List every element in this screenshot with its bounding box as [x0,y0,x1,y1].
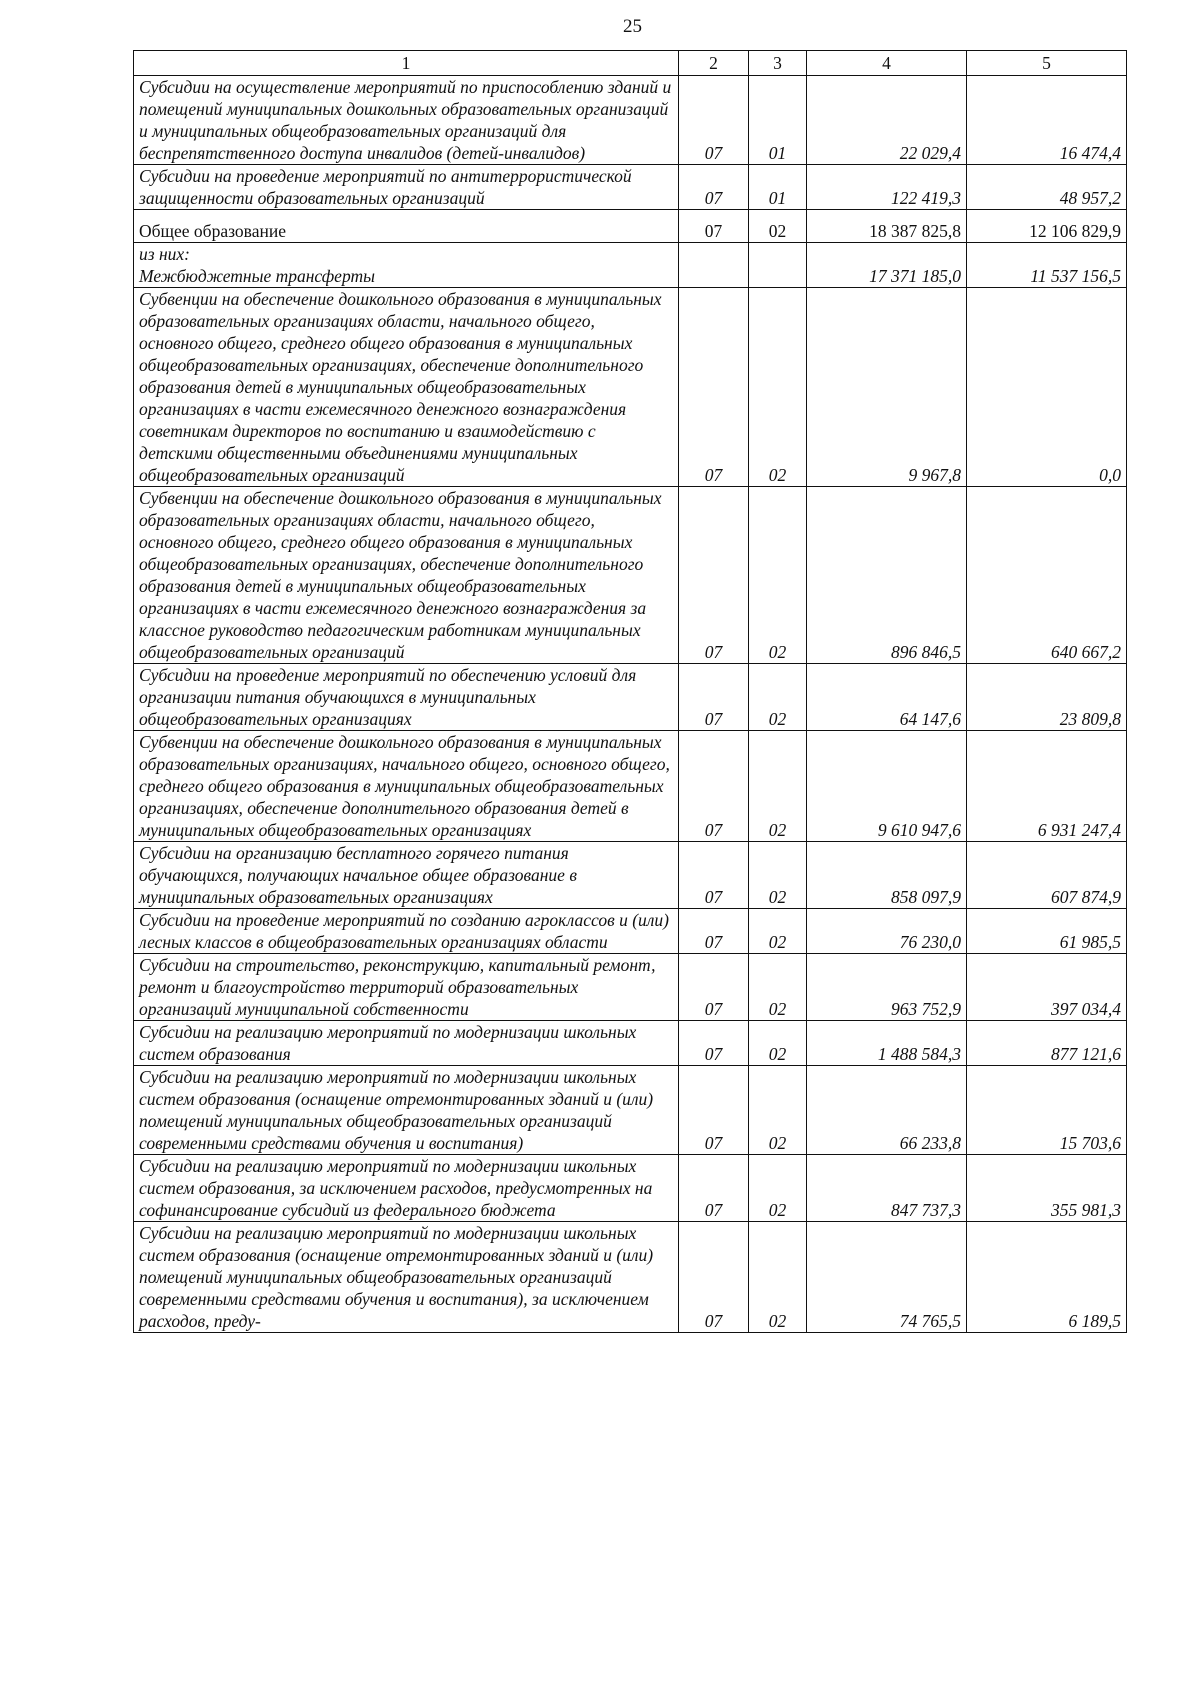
table-row [134,842,1127,909]
row-description: Субсидии на проведение мероприятий по антитеррористической защищенности образовательных организаций [134,165,679,210]
row-amount-plan: 1 488 584,3 [807,1021,967,1066]
table-row [134,1066,1127,1155]
row-subsection-code: 02 [749,1066,807,1155]
table-row [134,288,1127,487]
row-description: Субсидии на проведение мероприятий по обеспечению условий для организации питания обучающихся в муниципальных общеобразовательных организациях [134,664,679,731]
table-row [134,664,1127,731]
row-section-code: 07 [679,487,749,664]
row-description: Субвенции на обеспечение дошкольного образования в муниципальных образовательных организациях, начального общего, основного общего, среднего общего образования в муниципальных общеобразовательных организациях, обеспечение дополнительного образования детей в муниципальных общеобразовательных организациях [134,731,679,842]
column-header-4: 4 [807,51,967,76]
table-row [134,210,1127,243]
row-subsection-code: 02 [749,487,807,664]
row-section-code: 07 [679,1021,749,1066]
row-section-code: 07 [679,954,749,1021]
row-section-code: 07 [679,1155,749,1222]
column-header-5: 5 [967,51,1127,76]
row-description: Субсидии на реализацию мероприятий по модернизации школьных систем образования, за исключением расходов, предусмотренных на софинансирование субсидий из федерального бюджета [134,1155,679,1222]
row-description: из них: Межбюджетные трансферты [134,243,679,288]
table-header-row [134,51,1127,76]
page-number: 25 [623,16,642,37]
row-amount-actual: 11 537 156,5 [967,243,1127,288]
row-description: Субсидии на осуществление мероприятий по приспособлению зданий и помещений муниципальных дошкольных образовательных организаций и муниципальных общеобразовательных организаций для беспрепятственного доступа инвалидов (детей-инвалидов) [134,76,679,165]
row-amount-plan: 9 967,8 [807,288,967,487]
row-subsection-code: 02 [749,664,807,731]
row-subsection-code: 01 [749,165,807,210]
row-section-code: 07 [679,1222,749,1333]
row-subsection-code: 02 [749,210,807,243]
row-amount-plan: 122 419,3 [807,165,967,210]
row-description: Субсидии на проведение мероприятий по созданию агроклассов и (или) лесных классов в общеобразовательных организациях области [134,909,679,954]
table-row [134,487,1127,664]
table-row [134,909,1127,954]
row-amount-actual: 15 703,6 [967,1066,1127,1155]
row-section-code: 07 [679,909,749,954]
row-amount-plan: 858 097,9 [807,842,967,909]
row-amount-actual: 48 957,2 [967,165,1127,210]
row-amount-actual: 607 874,9 [967,842,1127,909]
row-section-code: 07 [679,842,749,909]
row-amount-plan: 22 029,4 [807,76,967,165]
row-description: Субсидии на реализацию мероприятий по модернизации школьных систем образования [134,1021,679,1066]
table-row [134,1021,1127,1066]
column-header-1: 1 [134,51,679,76]
row-section-code: 07 [679,731,749,842]
row-amount-actual: 6 189,5 [967,1222,1127,1333]
row-subsection-code: 02 [749,842,807,909]
table-row [134,731,1127,842]
row-section-code: 07 [679,1066,749,1155]
row-section-code: 07 [679,288,749,487]
row-amount-actual: 6 931 247,4 [967,731,1127,842]
row-amount-plan: 18 387 825,8 [807,210,967,243]
row-subsection-code: 02 [749,1021,807,1066]
budget-table [133,50,1127,1333]
row-description: Субсидии на реализацию мероприятий по модернизации школьных систем образования (оснащение отремонтированных зданий и (или) помещений муниципальных общеобразовательных организаций современными средствами обучения и воспитания), за исключением расходов, преду- [134,1222,679,1333]
row-description: Субсидии на строительство, реконструкцию, капитальный ремонт, ремонт и благоустройство территорий образовательных организаций муниципальной собственности [134,954,679,1021]
table-row [134,954,1127,1021]
row-amount-plan: 66 233,8 [807,1066,967,1155]
row-amount-plan: 847 737,3 [807,1155,967,1222]
budget-table-body [134,51,1127,1333]
row-amount-actual: 355 981,3 [967,1155,1127,1222]
row-section-code: 07 [679,664,749,731]
row-amount-actual: 23 809,8 [967,664,1127,731]
row-description: Субвенции на обеспечение дошкольного образования в муниципальных образовательных организациях области, начального общего, основного общего, среднего общего образования в муниципальных общеобразовательных организациях, обеспечение дополнительного образования детей в муниципальных общеобразовательных организациях в части ежемесячного денежного вознаграждения за классное руководство педагогическим работникам муниципальных общеобразовательных организаций [134,487,679,664]
table-row [134,76,1127,165]
row-amount-actual: 877 121,6 [967,1021,1127,1066]
row-amount-plan: 74 765,5 [807,1222,967,1333]
row-subsection-code [749,243,807,288]
table-row [134,165,1127,210]
row-section-code: 07 [679,165,749,210]
row-subsection-code: 02 [749,909,807,954]
row-amount-actual: 61 985,5 [967,909,1127,954]
row-section-code: 07 [679,210,749,243]
table-row [134,1155,1127,1222]
row-amount-actual: 12 106 829,9 [967,210,1127,243]
row-description: Субвенции на обеспечение дошкольного образования в муниципальных образовательных организациях области, начального общего, основного общего, среднего общего образования в муниципальных общеобразовательных организациях, обеспечение дополнительного образования детей в муниципальных общеобразовательных организациях в части ежемесячного денежного вознаграждения советникам директоров по воспитанию и взаимодействию с детскими общественными объединениями муниципальных общеобразовательных организаций [134,288,679,487]
row-amount-plan: 896 846,5 [807,487,967,664]
row-amount-actual: 16 474,4 [967,76,1127,165]
table-row [134,1222,1127,1333]
row-amount-plan: 963 752,9 [807,954,967,1021]
row-section-code [679,243,749,288]
row-description: Общее образование [134,210,679,243]
row-amount-plan: 76 230,0 [807,909,967,954]
row-subsection-code: 02 [749,1222,807,1333]
row-amount-plan: 64 147,6 [807,664,967,731]
row-amount-actual: 397 034,4 [967,954,1127,1021]
row-amount-actual: 640 667,2 [967,487,1127,664]
row-subsection-code: 01 [749,76,807,165]
row-subsection-code: 02 [749,288,807,487]
row-subsection-code: 02 [749,954,807,1021]
row-amount-plan: 9 610 947,6 [807,731,967,842]
row-amount-actual: 0,0 [967,288,1127,487]
row-description: Субсидии на организацию бесплатного горячего питания обучающихся, получающих начальное общее образование в муниципальных образовательных организациях [134,842,679,909]
row-subsection-code: 02 [749,731,807,842]
row-description: Субсидии на реализацию мероприятий по модернизации школьных систем образования (оснащение отремонтированных зданий и (или) помещений муниципальных общеобразовательных организаций современными средствами обучения и воспитания) [134,1066,679,1155]
row-subsection-code: 02 [749,1155,807,1222]
row-amount-plan: 17 371 185,0 [807,243,967,288]
column-header-2: 2 [679,51,749,76]
table-row [134,243,1127,288]
column-header-3: 3 [749,51,807,76]
row-section-code: 07 [679,76,749,165]
